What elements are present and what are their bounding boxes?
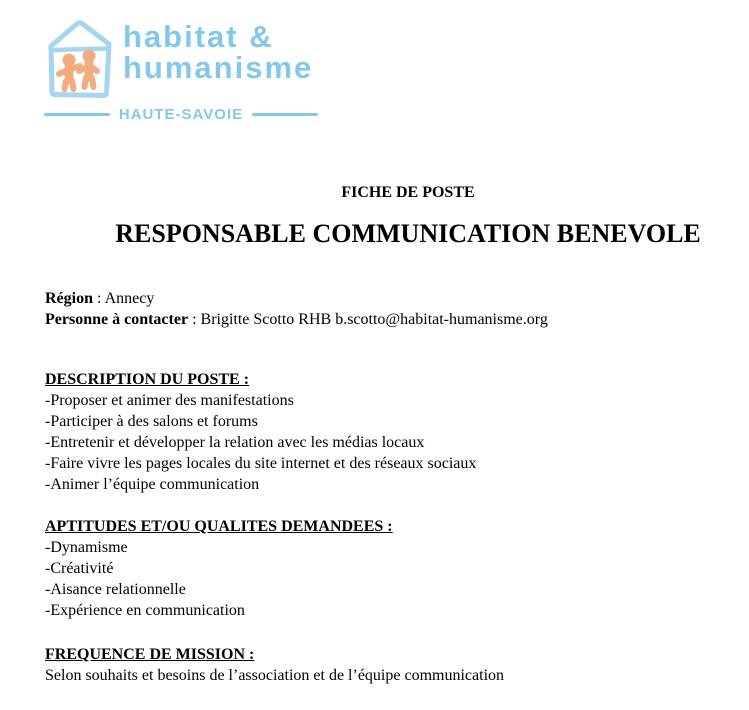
logo-top [44, 18, 318, 100]
list-item: -Animer l’équipe communication [45, 476, 260, 493]
region-label: Région [45, 290, 93, 307]
divider-line-right [252, 113, 318, 116]
region-separator: : [93, 290, 105, 307]
list-item: -Expérience en communication [45, 602, 245, 619]
contact-info [45, 288, 548, 330]
brand-name-line1: habitat & [123, 19, 274, 54]
divider-line-left [44, 113, 110, 116]
brand-name-line2: humanisme [123, 50, 314, 85]
contact-value: Brigitte Scotto RHB b.scotto@habitat-humanisme.org [200, 311, 548, 328]
list-item: -Créativité [45, 560, 114, 577]
list-item: -Faire vivre les pages locales du site internet et des réseaux sociaux [45, 455, 477, 472]
contact-label: Personne à contacter [45, 311, 189, 328]
document-kicker: FICHE DE POSTE [341, 184, 475, 201]
list-item: -Proposer et animer des manifestations [45, 392, 294, 409]
region-value: Annecy [104, 290, 155, 307]
section-heading: DESCRIPTION DU POSTE : [45, 371, 250, 388]
region-line [45, 288, 548, 309]
document-title: RESPONSABLE COMMUNICATION BENEVOLE [115, 219, 701, 248]
list-item: -Aisance relationnelle [45, 581, 186, 598]
section-frequence-de-mission [45, 644, 504, 686]
section-heading: FREQUENCE DE MISSION : [45, 646, 255, 663]
list-item: -Dynamisme [45, 539, 128, 556]
contact-separator: : [188, 311, 201, 328]
brand-name [123, 21, 313, 83]
logo-region-label: HAUTE-SAVOIE [118, 106, 244, 123]
contact-line [45, 309, 548, 330]
logo [44, 18, 318, 123]
house-figures-icon [44, 18, 116, 100]
logo-region-divider [44, 106, 318, 123]
list-item: -Entretenir et développer la relation avec les médias locaux [45, 434, 425, 451]
section-heading: APTITUDES ET/OU QUALITES DEMANDEES : [45, 518, 393, 535]
frequency-text: Selon souhaits et besoins de l’association et de l’équipe communication [45, 667, 505, 684]
section-aptitudes [45, 516, 393, 621]
section-description-du-poste [45, 369, 476, 495]
list-item: -Participer à des salons et forums [45, 413, 258, 430]
